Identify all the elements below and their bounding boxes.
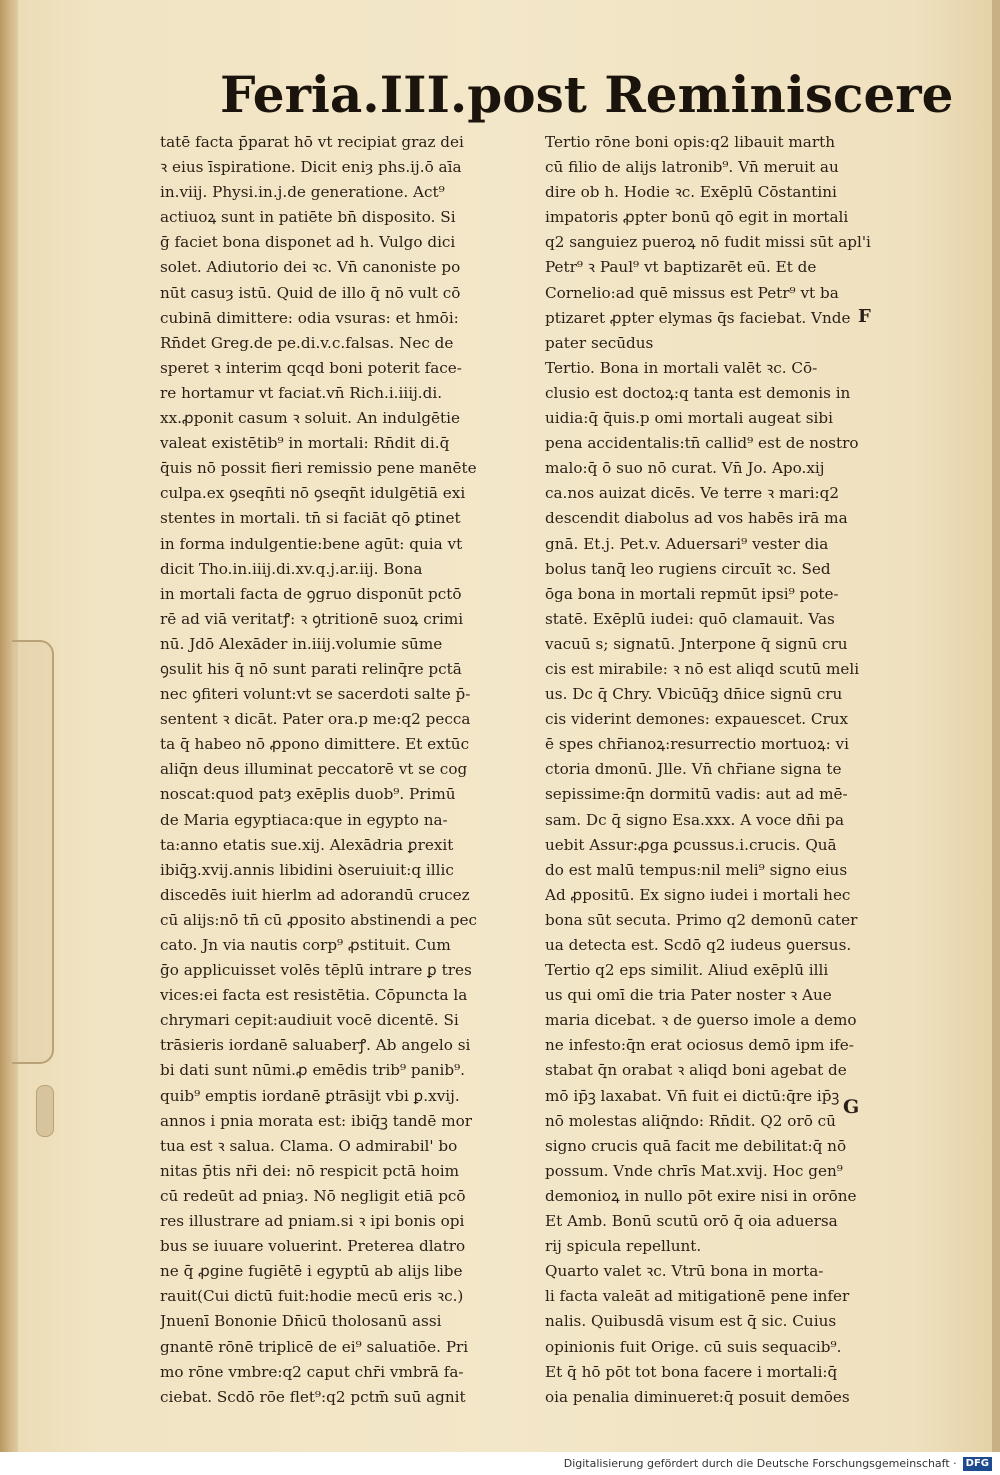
left-column-line: dicit Tho.in.iiij.di.xv.q.j.ar.iij. Bona	[160, 559, 423, 578]
left-column-line: annos i pnia morata est: ibiq̄ꝫ tandē mor	[160, 1111, 473, 1130]
page-tab-nub	[36, 1085, 54, 1137]
right-column-line: pena accidentalis:tn̄ callid⁹ est de nostro	[545, 434, 859, 453]
left-column-line: vices:ei facta est resistētia. Cōpuncta la	[160, 986, 468, 1005]
signature-mark-f: F	[858, 306, 871, 327]
left-column-line: ta q̄ habeo nō ꝓpono dimittere. Et extūc	[160, 735, 470, 754]
left-column-line: mo rōne vmbre:q2 caput chr̄i vmbrā fa-	[160, 1362, 464, 1381]
right-column-line: Tertio q2 eps similit. Aliud exēplū illi	[545, 961, 829, 980]
left-column-line: in.viij. Physi.in.j.de generatione. Act⁹	[160, 183, 445, 202]
left-column-line: actiuoꝝ sunt in patiēte bn̄ disposito. Si	[160, 208, 456, 227]
right-column-line: ne infesto:q̄n erat ociosus demō ipm ife-	[545, 1036, 854, 1055]
right-column-line: uidia:q̄ q̄uis.p omi mortali augeat sibi	[545, 409, 833, 428]
left-column-line: cū alijs:nō tn̄ cū ꝓposito abstinendi a pec	[160, 910, 478, 929]
left-column-line: in mortali facta de ꝯgruo disponūt pctō	[160, 584, 462, 603]
left-column-line: Jnuenī Bononie Dn̄icū tholosanū assi	[160, 1312, 442, 1331]
footer-text: Digitalisierung gefördert durch die Deutsche Forschungsgemeinschaft ·	[563, 1457, 957, 1470]
right-column-line: bolus tanq̄ leo rugiens circuīt ꝛc. Sed	[545, 559, 831, 578]
left-column-line: ibiq̄ꝫ.xvij.annis libidini ꝺseruiuit:q illic	[160, 860, 454, 879]
left-column-line: bi dati sunt nūmi.ꝓ emēdis trib⁹ panib⁹.	[160, 1061, 465, 1080]
right-column-line: ē spes chr̄ianoꝝ:resurrectio mortuoꝝ: vi	[545, 735, 849, 754]
left-column-line: nitas p̄tis nr̄i dei: nō respicit pctā hoim	[160, 1161, 460, 1180]
left-column-line: tatē facta p̄parat hō vt recipiat graz dei	[160, 133, 464, 151]
left-column-line: de Maria egyptiaca:que in egypto na-	[160, 810, 448, 829]
left-column-line: cato. Jn via nautis corp⁹ ꝓstituit. Cum	[160, 936, 451, 954]
right-column-line: ōga bona in mortali repmūt ipsi⁹ pote-	[545, 584, 839, 603]
right-column-line: ptizaret ꝓpter elymas q̄s faciebat. Vnde	[545, 308, 851, 327]
right-column-line: oia penalia diminueret:q̄ posuit demōes	[545, 1387, 850, 1406]
right-column-line: cis viderint demones: expauescet. Crux	[545, 710, 849, 729]
left-column-line: ciebat. Scdō rōe flet⁹:q2 pctm̄ suū agnit	[160, 1387, 466, 1406]
left-column-line: ꝯsulit his q̄ nō sunt parati relinq̄re pctā	[160, 659, 462, 678]
right-column-line: malo:q̄ ō suo nō curat. Vn̄ Jo. Apo.xij	[545, 459, 825, 478]
right-column-line: Petr⁹ ꝛ Paul⁹ vt baptizarēt eū. Et de	[545, 258, 817, 277]
signature-mark-g: G	[843, 1096, 860, 1118]
left-column-line: rauit(Cui dictū fuit:hodie mecū eris ꝛc.)	[160, 1287, 464, 1306]
right-column-line: mō ip̄ꝫ laxabat. Vn̄ fuit ei dictū:q̄re ip̄ꝫ	[545, 1086, 840, 1105]
right-column-line: Ad ꝓpositū. Ex signo iudei i mortali hec	[545, 885, 851, 904]
left-column-line: aliq̄n deus illuminat peccatorē vt se cog	[160, 760, 468, 779]
right-column-line: gnā. Et.j. Pet.v. Aduersari⁹ vester dia	[545, 534, 829, 553]
left-column-line: res illustrare ad pniam.si ꝛ ipi bonis opi	[160, 1212, 465, 1231]
footer-bar	[0, 1452, 1000, 1475]
right-column-line: Tertio. Bona in mortali valēt ꝛc. Cō-	[545, 358, 818, 377]
right-column-line: ctoria dmonū. Jlle. Vn̄ chr̄iane signa te	[545, 760, 842, 779]
left-column-line: in forma indulgentie:bene agūt: quia vt	[160, 534, 463, 553]
right-column-line: clusio est doctoꝝ:q tanta est demonis in	[545, 383, 851, 402]
right-column-line: descendit diabolus ad vos habēs irā ma	[545, 509, 848, 528]
left-column-line: rē ad viā veritatꝭ: ꝛ ꝯtritionē suoꝝ crimi	[160, 609, 464, 628]
left-column-line: ḡo applicuisset volēs tēplū intrare ꝑ tres	[160, 961, 472, 980]
right-column-line: ua detecta est. Scdō q2 iudeus ꝯuersus.	[545, 936, 852, 954]
right-column-line: do est malū tempus:nil meli⁹ signo eius	[545, 860, 848, 879]
right-column-line: ca.nos auizat dicēs. Ve terre ꝛ mari:q2	[545, 484, 840, 503]
left-column-line: nec ꝯfiteri volunt:vt se sacerdoti salte p̄-	[160, 685, 471, 704]
left-column-line: speret ꝛ interim qcqd boni poterit face-	[160, 358, 462, 377]
left-column-line: ꝛ eius īspiratione. Dicit eniȝ phs.ij.ō aīa	[160, 158, 462, 177]
left-column-line: Rn̄det Greg.de pe.di.v.c.falsas. Nec de	[160, 333, 454, 352]
right-column-line: Tertio rōne boni opis:q2 libauit marth	[545, 133, 835, 151]
left-column-line: bus se iuuare voluerint. Preterea dlatro	[160, 1237, 466, 1256]
left-column-line: trāsieris iordanē saluaberꝭ. Ab angelo si	[160, 1036, 471, 1055]
right-column-line: Quarto valet ꝛc. Vtrū bona in morta-	[545, 1262, 824, 1281]
page-tab	[12, 640, 54, 1064]
right-column-line: vacuū s; signatū. Jnterpone q̄ signū cru	[545, 634, 848, 653]
left-column-line: re hortamur vt faciat.vn̄ Rich.i.iiij.di.	[160, 383, 443, 402]
right-column-line: Et q̄ hō pōt tot bona facere i mortali:q̄	[545, 1362, 838, 1381]
right-column-line: li facta valeāt ad mitigationē pene infer	[545, 1287, 850, 1306]
right-column-line: bona sūt secuta. Primo q2 demonū cater	[545, 910, 858, 929]
left-column-line: ḡ faciet bona disponet ad h. Vulgo dici	[160, 233, 456, 252]
right-column-line: Et Amb. Bonū scutū orō q̄ oia aduersa	[545, 1212, 838, 1231]
page-heading: Feria.III.post Reminiscere	[220, 65, 954, 124]
left-column-line: nūt casuȝ istū. Quid de illo q̄ nō vult cō	[160, 283, 461, 302]
left-column-line: solet. Adiutorio dei ꝛc. Vn̄ canoniste po	[160, 258, 461, 277]
right-column-line: stabat q̄n orabat ꝛ aliqd boni agebat de	[545, 1061, 847, 1080]
left-column-line: tua est ꝛ salua. Clama. O admirabil' bo	[160, 1136, 458, 1155]
left-column-line: cū redeūt ad pniaȝ. Nō negligit etiā pcō	[160, 1186, 466, 1205]
dfg-logo: DFG	[963, 1457, 992, 1471]
right-column-line: opinionis fuit Orige. cū suis sequacib⁹.	[545, 1337, 842, 1356]
left-column-line: cubinā dimittere: odia vsuras: et hmōi:	[160, 308, 459, 327]
right-column-line: cū filio de alijs latronib⁹. Vn̄ meruit au	[545, 158, 839, 177]
left-column-line: noscat:quod patȝ exēplis duob⁹. Primū	[160, 785, 456, 804]
right-column-line: signo crucis quā facit me debilitat:q̄ nō	[545, 1136, 847, 1155]
left-column-line: chrymari cepit:audiuit vocē dicentē. Si	[160, 1011, 459, 1030]
right-column-line: pater secūdus	[545, 333, 654, 352]
left-column-line: ta:anno etatis sue.xij. Alexādria ꝑrexit	[160, 835, 454, 854]
right-column-line: us qui omī die tria Pater noster ꝛ Aue	[545, 986, 832, 1005]
left-column-line: stentes in mortali. tn̄ si faciāt qō ꝑtinet	[160, 509, 461, 528]
right-column-line: sam. Dc q̄ signo Esa.xxx. A voce dn̄i pa	[545, 810, 845, 829]
left-column-line: gnantē rōnē triplicē de ei⁹ saluatiōe. Pri	[160, 1337, 469, 1356]
left-column-line: q̄uis nō possit fieri remissio pene manēte	[160, 459, 477, 478]
left-column-line: quib⁹ emptis iordanē ꝑtrāsijt vbi ꝑ.xvij.	[160, 1086, 460, 1105]
right-column-line: demonioꝝ in nullo pōt exire nisi in orōne	[545, 1186, 857, 1205]
right-column-line: q2 sanguiez pueroꝝ nō fudit missi sūt apl'i	[545, 233, 871, 252]
right-column-line: rij spicula repellunt.	[545, 1237, 702, 1256]
left-column-line: ne q̄ ꝓgine fugiētē i egyptū ab alijs libe	[160, 1262, 463, 1281]
right-column-line: statē. Exēplū iudei: quō clamauit. Vas	[545, 609, 835, 628]
right-column-line: uebit Assur:ꝓga ꝑcussus.i.crucis. Quā	[545, 835, 837, 854]
left-column-line: nū. Jdō Alexāder in.iiij.volumie sūme	[160, 634, 443, 653]
left-column-line: sentent ꝛ dicāt. Pater ora.p me:q2 pecca	[160, 710, 471, 729]
right-column-line: us. Dc q̄ Chry. Vbicūq̄ꝫ dn̄ice signū cru	[545, 685, 843, 704]
right-column-line: maria dicebat. ꝛ de ꝯuerso imole a demo	[545, 1011, 857, 1030]
right-column-line: dire ob h. Hodie ꝛc. Exēplū Cōstantini	[545, 183, 837, 202]
right-column-line: nalis. Quibusdā visum est q̄ sic. Cuius	[545, 1312, 837, 1331]
left-column-line: xx.ꝓponit casum ꝛ soluit. An indulgētie	[160, 409, 460, 428]
left-column-line: valeat existētib⁹ in mortali: Rn̄dit di.q̄	[160, 434, 450, 453]
left-column-line: culpa.ex ꝯseqn̄ti nō ꝯseqn̄t idulgētiā exi	[160, 484, 466, 503]
right-column-line: cis est mirabile: ꝛ nō est aliqd scutū meli	[545, 659, 860, 678]
right-column-line: nō molestas aliq̄ndo: Rn̄dit. Q2 orō cū	[545, 1111, 836, 1130]
right-column-line: impatoris ꝓpter bonū qō egit in mortali	[545, 208, 849, 227]
right-column-line: possum. Vnde chrīs Mat.xvij. Hoc gen⁹	[545, 1161, 843, 1180]
left-text-column	[160, 130, 532, 1410]
left-column-line: discedēs iuit hierlm ad adorandū crucez	[160, 885, 470, 904]
right-column-line: Cornelio:ad quē missus est Petr⁹ vt ba	[545, 283, 839, 302]
right-column-line: sepissime:q̄n dormitū vadis: aut ad mē-	[545, 785, 848, 804]
page-edge	[992, 0, 1000, 1452]
